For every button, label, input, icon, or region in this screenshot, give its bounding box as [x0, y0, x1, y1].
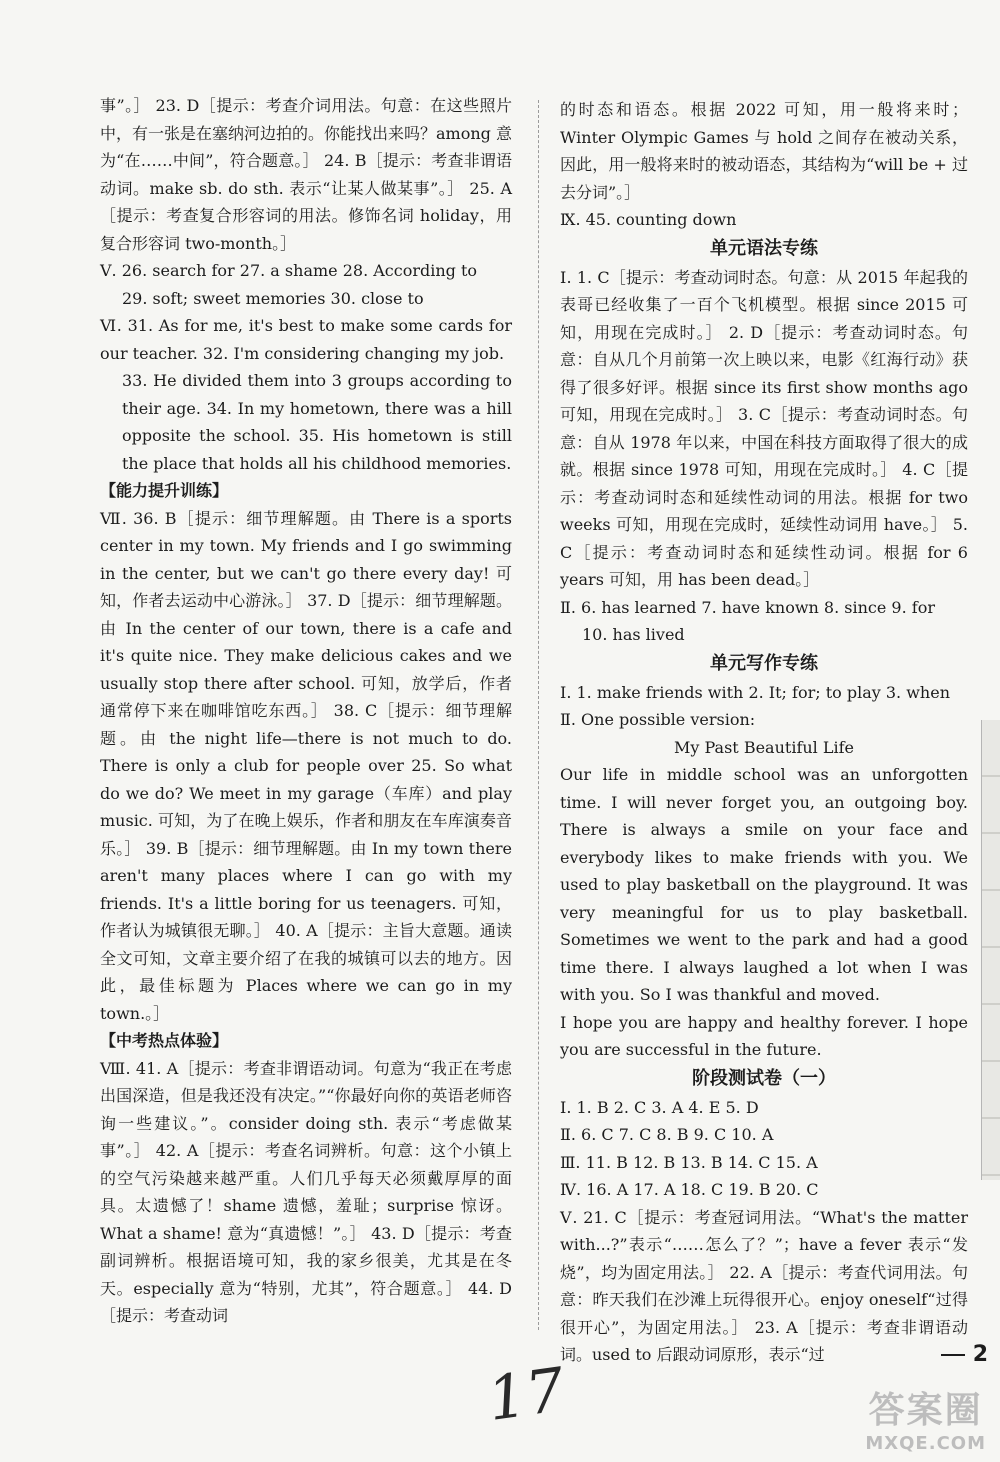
section-heading-ability: 【能力提升训练】 — [100, 481, 229, 500]
answer-paragraph: 事”。］ 23. D［提示：考查介词用法。句意：在这些照片中，有一张是在塞纳河边拍的。你能找出来吗？among 意为“在……中间”，符合题意。］ 24. B［提示：考查非谓语动词。make sb. do sth. 表示“让某人做某事”。］ 25. A［提示：考查复合形容词的用法。修饰名词 holiday，用复合形容词 two-month。］ — [100, 96, 512, 253]
answer-line: Ⅴ. 26. search for 27. a shame 28. According to — [100, 261, 478, 280]
answer-line: Ⅲ. 11. B 12. B 13. B 14. C 15. A — [560, 1152, 818, 1172]
essay-title: My Past Beautiful Life — [674, 737, 854, 757]
answer-paragraph: 33. He divided them into 3 groups according to their age. 34. In my hometown, there was a hill opposite the school. 35. His hometown is still the place that holds all his childhood memories. — [122, 371, 512, 473]
watermark-logo — [865, 1382, 986, 1454]
answer-line: Ⅱ. 6. C 7. C 8. B 9. C 10. A — [560, 1125, 774, 1144]
answer-paragraph: Ⅶ. 36. B［提示：细节理解题。由 There is a sports center in my town. My friends and I go swimming in the center, but we can't go there every day! 可知，作者去运动中心游泳。］ 37. D［提示：细节理解题。由 In the center of our town, there is a cafe and it's quite nice. They make delicious cakes and we usually stop there after school. 可知，放学后，作者通常停下来在咖啡馆吃东西。］ 38. C［提示：细节理解题。由 the night life—there is not much to do. There is only a club for people over 25. So what do we do? We meet in my garage（车库）and play music. 可知，为了在晚上娱乐，作者和朋友在车库演奏音乐。］ 39. B［提示：细节理解题。由 In my town there aren't many places where I can go with my friends. It's a little boring for us teenagers. 可知，作者认为城镇很无聊。］ 40. A［提示：主旨大意题。通读全文可知，文章主要介绍了在我的城镇可以去的地方。因此，最佳标题为 Places where we can go in my town.。］ — [100, 508, 512, 1023]
watermark-url: MXQE.COM — [865, 1433, 986, 1454]
answer-line: Ⅰ. 1. make friends with 2. It; for; to play 3. when — [560, 682, 950, 702]
answer-paragraph: Ⅴ. 21. C［提示：考查冠词用法。“What's the matter with...?”表示“……怎么了？”；have a fever 表示“发烧”，均为固定用法。］ 22. A［提示：考查代词用法。句意：昨天我们在沙滩上玩得很开心。enjoy oneself“过得很开心”，为固定用法。］ 23. A［提示：考查非谓语动词。used to 后跟动词原形，表示“过 — [560, 1207, 968, 1364]
watermark-text: 答案圈 — [868, 1390, 983, 1431]
answer-line: Ⅱ. One possible version: — [560, 710, 756, 729]
answer-paragraph: 的时态和语态。根据 2022 可知，用一般将来时；Winter Olympic Games 与 hold 之间存在被动关系，因此，用一般将来时的被动语态，其结构为“will be + 过去分词”。］ — [560, 100, 968, 202]
section-title-grammar: 单元语法专练 — [710, 237, 818, 259]
handwritten-mark: 17 — [483, 1355, 569, 1435]
essay-paragraph: I hope you are happy and healthy forever. I hope you are successful in the future. — [560, 1012, 968, 1059]
answer-line: 29. soft; sweet memories 30. close to — [122, 288, 424, 308]
answer-line: Ⅳ. 16. A 17. A 18. C 19. B 20. C — [560, 1180, 819, 1199]
answer-paragraph: Ⅵ. 31. As for me, it's best to make some cards for our teacher. 32. I'm considering changing my job. — [100, 316, 512, 363]
page-number: 2 — [941, 1342, 988, 1367]
section-heading-exam: 【中考热点体验】 — [100, 1031, 229, 1050]
page-edge-decoration — [981, 720, 1000, 1180]
answer-line: Ⅱ. 6. has learned 7. have known 8. since 9. for — [560, 597, 935, 617]
section-title-test: 阶段测试卷（一） — [692, 1067, 836, 1089]
left-column — [100, 92, 512, 1330]
column-divider — [538, 100, 539, 1330]
answer-paragraph: Ⅷ. 41. A［提示：考查非谓语动词。句意为“我正在考虑出国深造，但是我还没有决定。”“你最好向你的英语老师咨询一些建议。”。consider doing sth. 表示“考虑做某事”。］ 42. A［提示：考查名词辨析。句意：这个小镇上的空气污染越来越严重。人们几乎每天必须戴厚厚的面具。太遗憾了！shame 遗憾，羞耻；surprise 惊讶。What a shame! 意为“真遗憾！”。］ 43. D［提示：考查副词辨析。根据语境可知，我的家乡很美，尤其是在冬天。especially 意为“特别，尤其”，符合题意。］ 44. D［提示：考查动词 — [100, 1058, 512, 1325]
answer-line: Ⅰ. 1. B 2. C 3. A 4. E 5. D — [560, 1097, 759, 1117]
section-title-writing: 单元写作专练 — [710, 652, 818, 674]
answer-line: 10. has lived — [582, 625, 685, 644]
answer-paragraph: Ⅰ. 1. C［提示：考查动词时态。句意：从 2015 年起我的表哥已经收集了一百个飞机模型。根据 since 2015 可知，用现在完成时。］ 2. D［提示：考查动词时态。句意：自从几个月前第一次上映以来，电影《红海行动》获得了很多好评。根据 since its first show months ago 可知，用现在完成时。］ 3. C［提示：考查动词时态。句意：自从 1978 年以来，中国在科技方面取得了很大的成就。根据 since 1978 可知，用现在完成时。］ 4. C［提示：考查动词时态和延续性动词的用法。根据 for two weeks 可知，用现在完成时，延续性动词用 have。］ 5. C［提示：考查动词时态和延续性动词。根据 for 6 years 可知，用 has been dead。］ — [560, 267, 968, 589]
right-column — [560, 96, 968, 1369]
essay-paragraph: Our life in middle school was an unforgotten time. I will never forget you, an outgoing boy. There is always a smile on your face and everybody likes to make friends with you. We used to play basketball on the playground. It was very meaningful for us to play basketball. Sometimes we went to the park and had a good time there. I always laughed a lot when I was with you. So I was thankful and moved. — [560, 765, 968, 1004]
answer-line: Ⅸ. 45. counting down — [560, 210, 737, 229]
